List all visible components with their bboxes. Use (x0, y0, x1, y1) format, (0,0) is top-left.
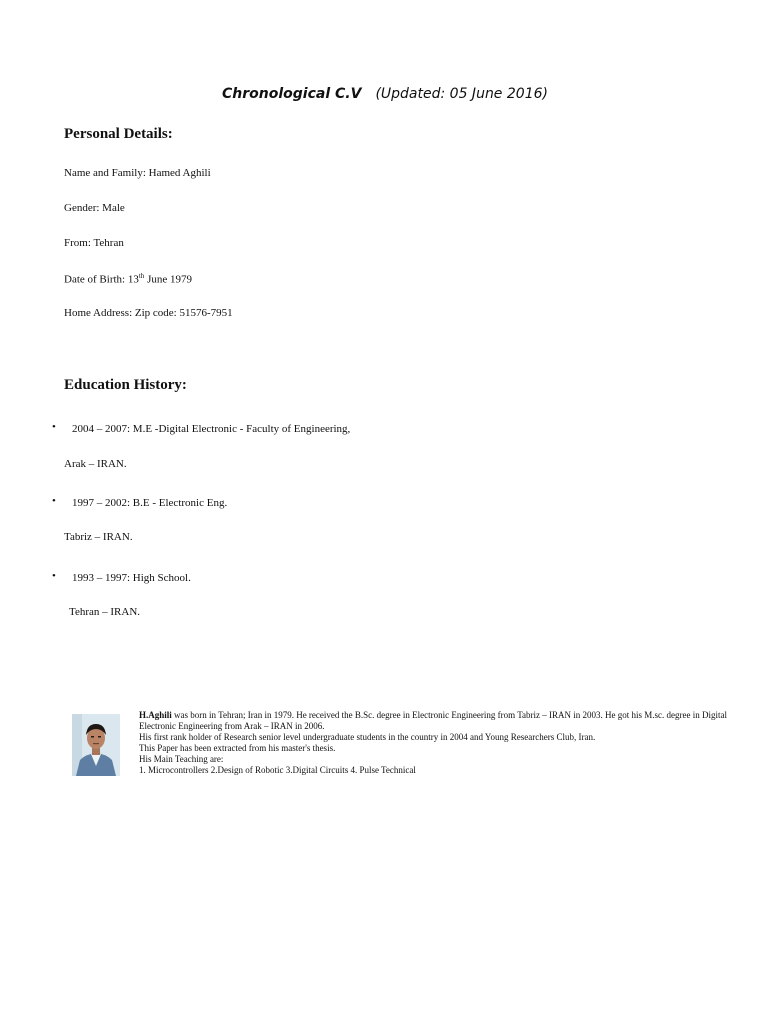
bullet-icon: • (52, 495, 56, 507)
bio-line-3: This Paper has been extracted from his master's thesis. (139, 743, 336, 753)
bio-text-1: was born in Tehran; Iran in 1979. He received the B.Sc. degree in Electronic Engineering from Tabriz – IRAN in 2003. He got his M.sc. degree in Digital Electronic Engineering from Arak – IRAN in 2006. (139, 710, 728, 731)
profile-photo (72, 714, 120, 776)
dob-prefix: Date of Birth: 13 (64, 273, 139, 286)
personal-details-heading: Personal Details: (64, 126, 173, 142)
bio-line-4: His Main Teaching are: (139, 754, 224, 764)
education-degree-1: 2004 – 2007: M.E -Digital Electronic - Faculty of Engineering, (72, 423, 351, 435)
bio-name: H.Aghili (139, 710, 172, 720)
education-place-1: Arak – IRAN. (64, 458, 127, 470)
education-place-3: Tehran – IRAN. (69, 606, 141, 618)
bio-line-2: His first rank holder of Research senior level undergraduate students in the country in 2004 and Young Researchers Club, Iran. (139, 732, 596, 742)
gender-line: Gender: Male (64, 202, 125, 214)
address-line: Home Address: Zip code: 51576-7951 (64, 307, 233, 319)
bullet-icon: • (52, 570, 56, 582)
bio-line-1 (139, 710, 739, 732)
bullet-icon: • (52, 421, 56, 433)
education-degree-3: 1993 – 1997: High School. (72, 572, 191, 584)
education-place-2: Tabriz – IRAN. (64, 531, 133, 543)
dob-suffix: June 1979 (144, 273, 192, 286)
education-degree-2: 1997 – 2002: B.E - Electronic Eng. (72, 497, 228, 509)
author-bio (139, 710, 739, 776)
dob-superscript: th (138, 272, 145, 280)
title-updated: (Updated: 05 June 2016) (375, 86, 548, 102)
bio-line-5: 1. Microcontrollers 2.Design of Robotic 3.Digital Circuits 4. Pulse Technical (139, 765, 416, 775)
person-portrait-icon (72, 714, 120, 776)
dob-line (64, 272, 192, 286)
education-history-heading: Education History: (64, 377, 187, 393)
title-main: Chronological C.V (222, 86, 362, 102)
document-title (0, 86, 770, 102)
from-line: From: Tehran (64, 237, 124, 249)
name-line: Name and Family: Hamed Aghili (64, 167, 211, 179)
